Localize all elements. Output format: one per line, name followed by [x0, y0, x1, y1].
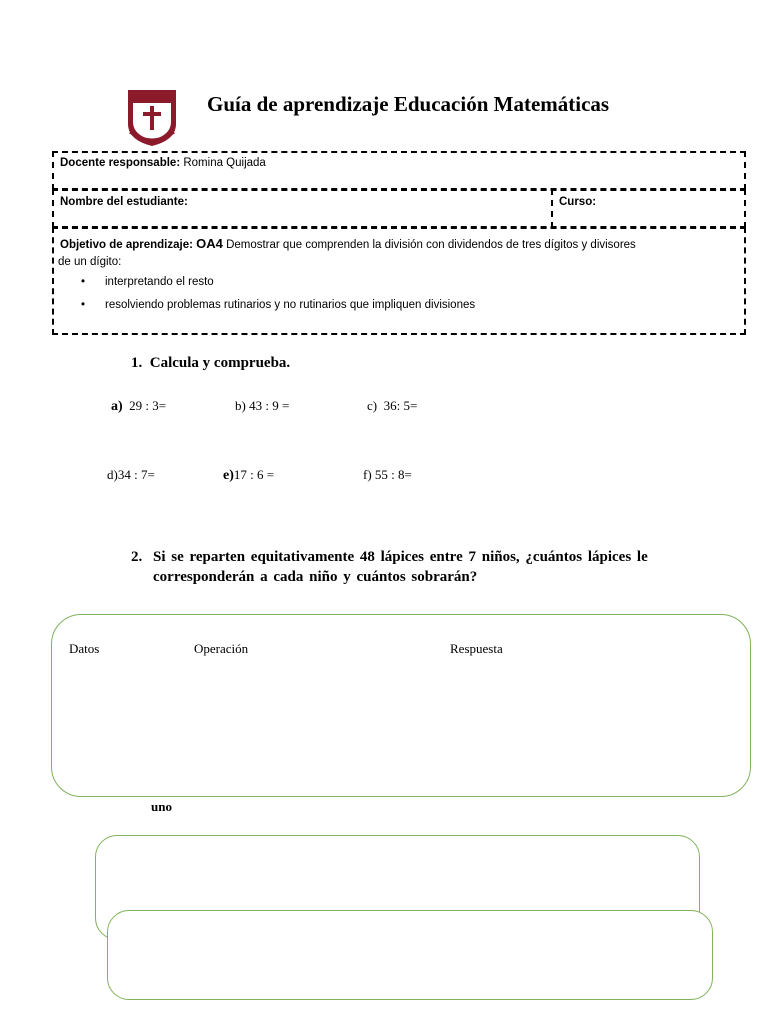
- school-logo: [124, 88, 180, 148]
- bullet-icon: •: [81, 276, 86, 288]
- operation-expression: 34 : 7=: [117, 467, 155, 482]
- operation-expression: 43 : 9 =: [249, 398, 290, 413]
- answer-box[interactable]: [51, 614, 751, 797]
- operation-a: [111, 398, 166, 415]
- operation-expression: 36: 5=: [383, 398, 418, 413]
- operation-expression: 17 : 6 =: [233, 467, 275, 482]
- operation-expression: 29 : 3=: [129, 398, 167, 413]
- docente-label: Docente responsable:: [60, 157, 181, 169]
- operation-c: [367, 398, 417, 414]
- bullet-text: resolviendo problemas rutinarios y no rutinarios que impliquen divisiones: [105, 299, 476, 311]
- operation-b: [235, 398, 289, 414]
- respuesta-label: Respuesta: [450, 641, 503, 656]
- bullet-icon: •: [81, 299, 86, 311]
- operacion-label: Operación: [194, 641, 249, 656]
- objetivo-text-1: Demostrar que comprenden la división con dividendos de tres dígitos y divisores: [226, 239, 636, 251]
- curso-label: Curso:: [559, 196, 597, 208]
- question-2-text: Si se reparten equitativamente 48 lápices entre 7 niños, ¿cuántos lápices le corresponderán a cada niño y cuántos sobrarán?: [153, 549, 648, 585]
- objetivo-label: Objetivo de aprendizaje:: [60, 239, 193, 251]
- stray-word: uno: [151, 799, 172, 814]
- operation-e: [223, 467, 274, 484]
- curso-field[interactable]: [559, 196, 596, 208]
- objetivo-bullet: [81, 276, 214, 288]
- operation-label: a): [111, 399, 123, 414]
- question-1-title: Calcula y comprueba.: [149, 355, 291, 371]
- bullet-text: interpretando el resto: [105, 276, 214, 288]
- curso-divider: [551, 189, 553, 228]
- operation-label: b): [235, 398, 246, 413]
- operation-f: [363, 467, 412, 483]
- docente-value: Romina Quijada: [183, 157, 266, 169]
- docente-field: [60, 157, 266, 169]
- student-name-field[interactable]: [60, 196, 188, 208]
- page-title: Guía de aprendizaje Educación Matemáticas: [207, 92, 610, 116]
- objetivo-line-1: [60, 236, 636, 251]
- question-1-heading: [131, 355, 290, 372]
- empty-answer-box-front[interactable]: [107, 910, 713, 1000]
- question-2-heading: [131, 547, 691, 587]
- question-1-number: 1.: [131, 355, 143, 371]
- operation-label: c): [367, 398, 378, 413]
- operation-d: [107, 467, 155, 483]
- student-name-label: Nombre del estudiante:: [60, 196, 188, 208]
- student-name-row: [52, 189, 746, 228]
- datos-label: Datos: [69, 641, 100, 656]
- question-2-number: 2.: [131, 549, 143, 565]
- objetivo-bullet: [81, 299, 476, 311]
- operation-label: d): [107, 467, 118, 482]
- objetivo-text-2: de un dígito:: [58, 256, 122, 268]
- operation-expression: 55 : 8=: [374, 467, 412, 482]
- objetivo-code: OA4: [196, 236, 223, 251]
- operation-label: e): [223, 468, 234, 483]
- operation-label: f): [363, 467, 372, 482]
